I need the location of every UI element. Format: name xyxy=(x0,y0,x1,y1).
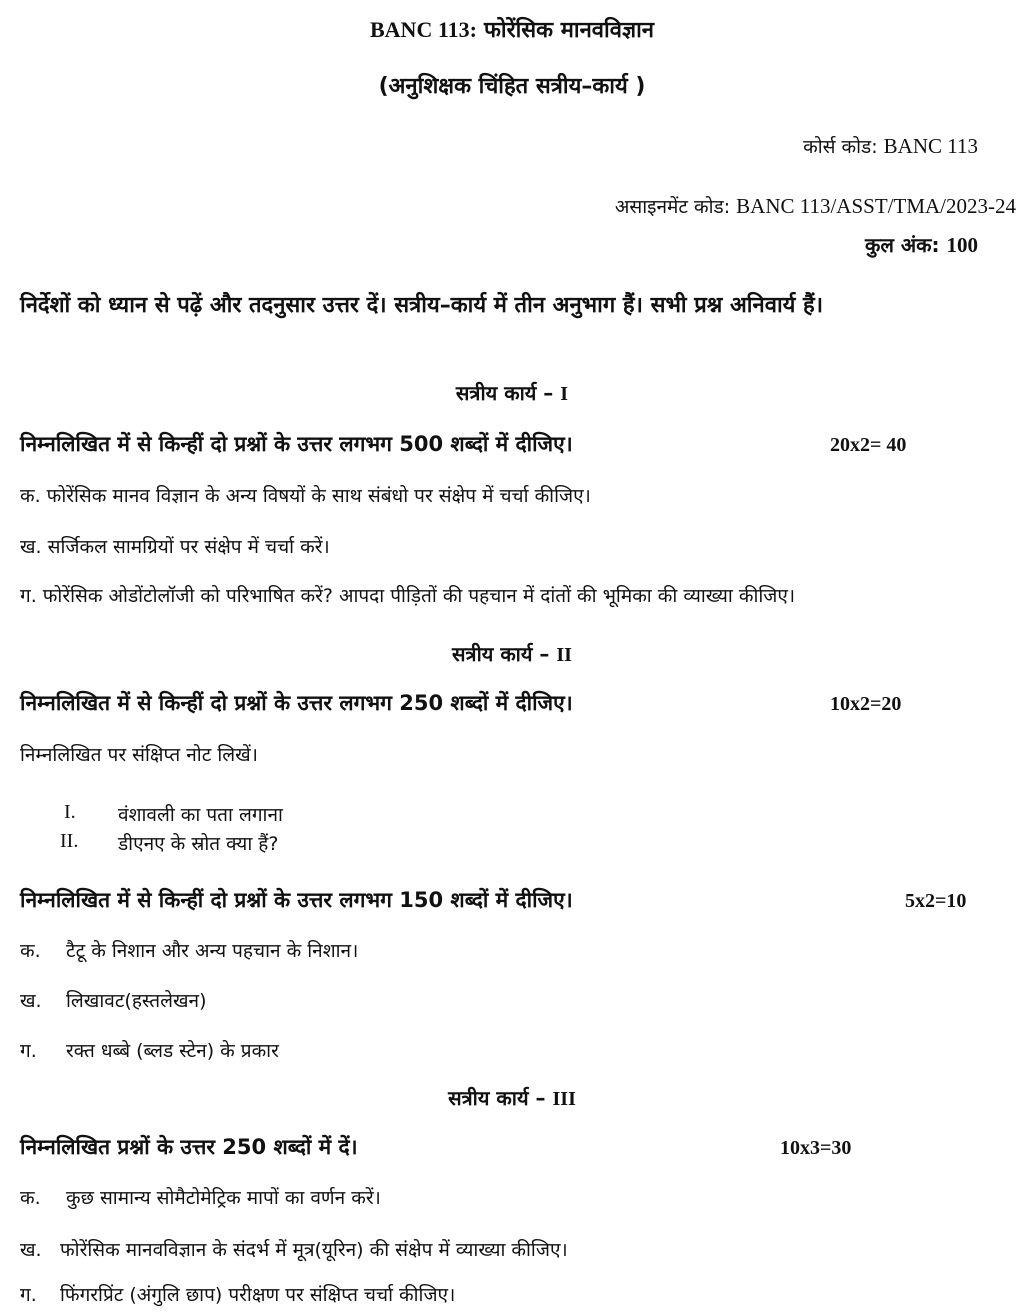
general-instructions: निर्देशों को ध्यान से पढ़ें और तदनुसार उत्तर दें। सत्रीय–कार्य में तीन अनुभाग हैं। सभी प्रश्न अनिवार्य हैं। xyxy=(20,293,824,318)
section-2b-instruction: निम्नलिखित में से किन्हीं दो प्रश्नों के उत्तर लगभग 150 शब्दों में दीजिए। xyxy=(20,888,573,912)
section-2a-marks: 10x2=20 xyxy=(830,693,902,715)
section-2a-instruction: निम्नलिखित में से किन्हीं दो प्रश्नों के उत्तर लगभग 250 शब्दों में दीजिए। xyxy=(20,691,573,715)
section-1-question-b: ख. सर्जिकल सामग्रियों पर संक्षेप में चर्चा करें। xyxy=(20,536,330,558)
section-2b-marks: 5x2=10 xyxy=(905,890,967,912)
assignment-code-line xyxy=(615,193,1016,219)
section-heading-3: सत्रीय कार्य – III xyxy=(448,1086,576,1110)
page-title xyxy=(0,14,1024,44)
section-3-instruction: निम्नलिखित प्रश्नों के उत्तर 250 शब्दों में दें। xyxy=(20,1135,358,1159)
total-marks-line xyxy=(865,231,978,258)
page-subtitle: (अनुशिक्षक चिंहित सत्रीय–कार्य ) xyxy=(378,74,646,99)
title-hindi: फोरेंसिक मानवविज्ञान xyxy=(483,18,654,43)
section-3-marks: 10x3=30 xyxy=(780,1137,852,1159)
course-code-line xyxy=(803,133,978,159)
total-marks-label: कुल अंक: xyxy=(865,233,940,257)
section-1-question-a: क. फोरेंसिक मानव विज्ञान के अन्य विषयों के साथ संबंधो पर संक्षेप में चर्चा कीजिए। xyxy=(20,485,591,507)
total-marks-value: 100 xyxy=(946,233,978,257)
section-1-question-c: ग. फोरेंसिक ओडोंटोलॉजी को परिभाषित करें? आपदा पीड़ितों की पहचान में दांतों की भूमिका की व्याख्या कीजिए। xyxy=(20,585,796,607)
section-1-instruction: निम्नलिखित में से किन्हीं दो प्रश्नों के उत्तर लगभग 500 शब्दों में दीजिए। xyxy=(20,432,573,456)
section-heading-2: सत्रीय कार्य – II xyxy=(452,642,572,666)
section-heading-1: सत्रीय कार्य – I xyxy=(455,381,569,405)
section-1-marks: 20x2= 40 xyxy=(830,434,907,456)
title-course-code: BANC 113: xyxy=(370,17,477,42)
course-code-value: BANC 113 xyxy=(883,134,978,158)
assignment-code-value: BANC 113/ASST/TMA/2023-24 xyxy=(736,194,1016,218)
course-code-label: कोर्स कोड: xyxy=(803,136,878,158)
assignment-code-label: असाइनमेंट कोड: xyxy=(614,196,731,218)
section-2a-lead: निम्नलिखित पर संक्षिप्त नोट लिखें। xyxy=(20,744,258,766)
